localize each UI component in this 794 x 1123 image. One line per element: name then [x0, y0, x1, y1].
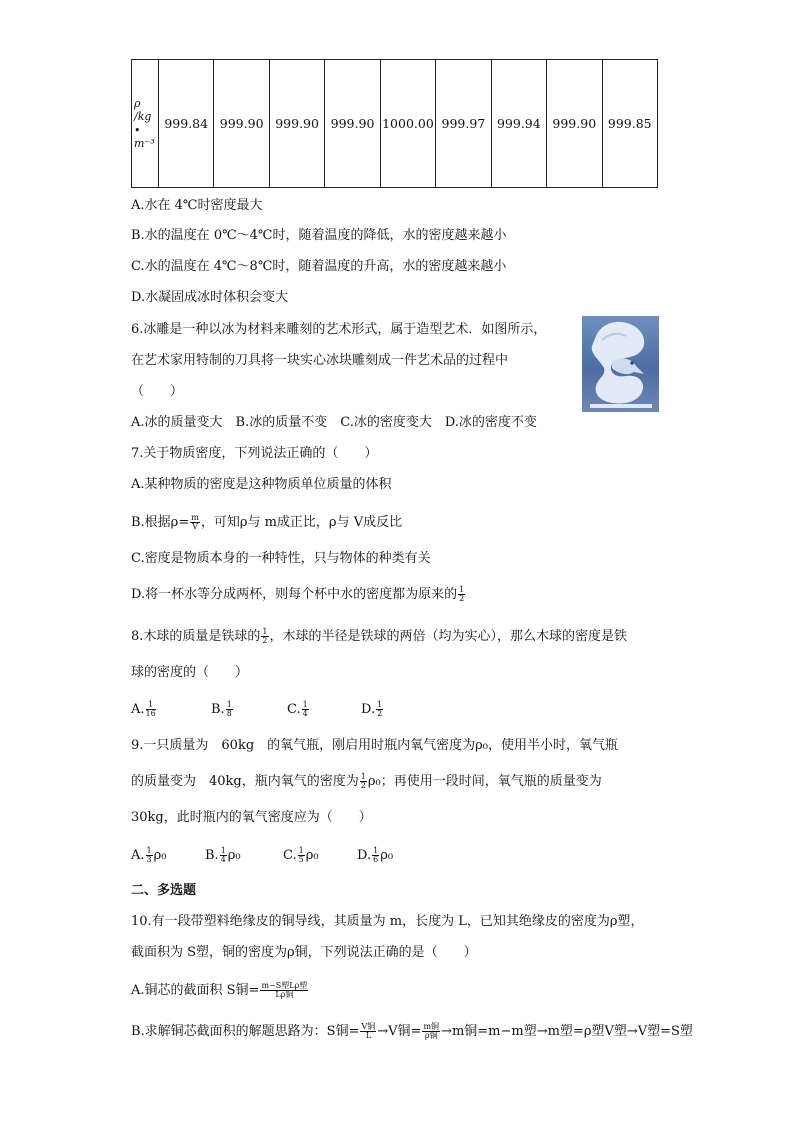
q5-option-b: B.水的温度在 0℃～4℃时，随着温度的降低，水的密度越来越小 — [131, 228, 507, 243]
q8-suffix: ，木球的半径是铁球的两倍（均为实心），那么木球的密度是铁 — [269, 629, 628, 644]
q8-stem-line2: 球的密度的（ ） — [131, 665, 249, 680]
option-fraction — [372, 847, 379, 864]
q10-option-b — [131, 1022, 693, 1042]
option-unit: ρ₀ — [153, 848, 167, 863]
q8-prefix: 8.木球的质量是铁球的 — [131, 629, 261, 644]
fraction-numerator: 1 — [373, 846, 379, 855]
q7-b-prefix: B.根据ρ= — [131, 515, 190, 530]
q9-option-c — [283, 846, 357, 866]
q9-line2-prefix: 的质量变为 40kg，瓶内氧气的密度为 — [131, 774, 359, 789]
fraction-denominator: L — [365, 1031, 372, 1040]
fraction-denominator: 4 — [302, 709, 308, 718]
q9-line2-suffix: ρ₀；再使用一段时间，氧气瓶的质量变为 — [367, 774, 602, 789]
option-fraction — [302, 701, 309, 718]
table-row — [132, 60, 658, 188]
fraction-numerator: 1 — [146, 846, 152, 855]
q8-option-a — [131, 700, 211, 720]
fraction-numerator: 1 — [262, 627, 268, 636]
table-cell: 999.85 — [602, 60, 658, 188]
fraction-half — [261, 628, 268, 645]
fraction-numerator: 1 — [146, 701, 156, 710]
table-cell: 999.90 — [269, 60, 324, 188]
fraction-denominator: 2 — [377, 709, 383, 718]
q9-option-d — [357, 846, 393, 866]
fraction-numerator: 1 — [302, 700, 308, 709]
option-label: C. — [287, 702, 301, 717]
q9-option-a — [131, 846, 205, 866]
fraction-denominator: 2 — [360, 781, 366, 790]
q10-stem-line1: 10.有一段带塑料绝缘皮的铜导线，其质量为 m，长度为 L，已知其绝缘皮的密度为ρ塑， — [131, 914, 644, 929]
header-line: /kg — [134, 110, 152, 124]
fraction-denominator: 5 — [298, 855, 304, 864]
q7-option-c: C.密度是物质本身的一种特性，只与物体的种类有关 — [131, 551, 431, 566]
table-cell: 999.90 — [214, 60, 269, 188]
fraction-numerator: m — [191, 513, 199, 522]
table-cell: 1000.00 — [380, 60, 435, 188]
fraction-half — [360, 773, 367, 790]
fraction-cross-section — [260, 982, 308, 999]
fraction-numerator: 1 — [377, 700, 383, 709]
fraction-numerator: 1 — [226, 700, 232, 709]
ice-sculpture-illustration — [582, 316, 659, 412]
fraction-v-over-l — [360, 1023, 376, 1040]
fraction-numerator: 1 — [220, 846, 226, 855]
fraction-numerator: V铜 — [361, 1022, 376, 1031]
q6-options: A.冰的质量变大 B.冰的质量不变 C.冰的密度变大 D.冰的密度不变 — [131, 415, 537, 430]
option-fraction — [226, 701, 233, 718]
q8-option-d — [361, 700, 384, 720]
fraction-denominator: 3 — [146, 855, 152, 864]
fraction-denominator: Lρ铜 — [275, 990, 294, 999]
option-fraction — [220, 847, 227, 864]
density-table — [131, 59, 658, 188]
q10-b-tail: →m铜=m−m塑→m塑=ρ塑V塑→V塑=S塑 — [441, 1024, 693, 1039]
fraction-denominator: 2 — [262, 636, 268, 645]
q8-stem-line1 — [131, 627, 627, 647]
q7-option-b — [131, 513, 402, 533]
q6-stem-line1: 6.冰雕是一种以冰为材料来雕刻的艺术形式，属于造型艺术．如图所示， — [131, 322, 547, 337]
header-line: • — [134, 123, 141, 137]
q7-b-suffix: ，可知ρ与 m成正比，ρ与 V成反比 — [200, 515, 403, 530]
q7-option-a: A.某种物质的密度是这种物质单位质量的体积 — [131, 477, 392, 492]
option-fraction — [146, 847, 153, 864]
fraction-denominator: 16 — [145, 709, 156, 718]
header-line: m⁻³ — [134, 136, 155, 150]
option-label: B. — [205, 848, 219, 863]
q5-option-a: A.水在 4℃时密度最大 — [131, 198, 263, 213]
fraction-numerator: m铜 — [423, 1022, 440, 1031]
q7-option-d — [131, 585, 466, 605]
q8-option-c — [287, 700, 361, 720]
option-label: B. — [211, 702, 225, 717]
q5-option-d: D.水凝固成冰时体积会变大 — [131, 290, 289, 305]
q10-option-a — [131, 981, 309, 1001]
option-label: A. — [131, 848, 145, 863]
q10-b-text: B.求解铜芯截面积的解题思路为：S铜= — [131, 1024, 360, 1039]
option-fraction — [146, 701, 156, 718]
fraction-numerator: 1 — [459, 585, 465, 594]
option-label: C. — [283, 848, 297, 863]
fraction-denominator: V — [192, 522, 198, 531]
q9-stem-line2 — [131, 772, 602, 792]
q10-b-mid: →V铜= — [377, 1024, 422, 1039]
q9-stem-line1: 9.一只质量为 60kg 的氧气瓶，刚启用时瓶内氧气密度为ρ₀，使用半小时，氧气瓶 — [131, 738, 618, 753]
option-unit: ρ₀ — [380, 848, 394, 863]
fraction-numerator: 1 — [298, 846, 304, 855]
fraction-numerator: m−S塑Lρ塑 — [261, 981, 308, 990]
option-fraction — [376, 701, 383, 718]
q9-options — [131, 846, 393, 866]
q10-a-prefix: A.铜芯的截面积 S铜= — [131, 983, 260, 998]
option-label: A. — [131, 702, 145, 717]
table-header-cell — [132, 60, 159, 188]
q6-stem-line3: （ ） — [131, 384, 184, 399]
table-cell: 999.97 — [436, 60, 491, 188]
q9-stem-line3: 30kg，此时瓶内的氧气密度应为（ ） — [131, 810, 372, 825]
fraction-m-over-v — [190, 514, 200, 531]
fraction-half — [458, 586, 465, 603]
option-label: D. — [357, 848, 372, 863]
table-cell: 999.84 — [159, 60, 214, 188]
fraction-m-over-rho — [422, 1023, 440, 1040]
section-heading: 二、多选题 — [131, 883, 197, 898]
option-unit: ρ₀ — [305, 848, 319, 863]
table-cell: 999.90 — [325, 60, 380, 188]
option-unit: ρ₀ — [227, 848, 241, 863]
q8-option-b — [211, 700, 287, 720]
header-line: ρ — [134, 97, 141, 111]
fraction-denominator: 6 — [373, 855, 379, 864]
q8-options — [131, 700, 384, 720]
ice-sculpture-image — [582, 316, 659, 412]
option-label: D. — [361, 702, 376, 717]
fraction-denominator: 2 — [459, 594, 465, 603]
table-cell: 999.90 — [547, 60, 602, 188]
fraction-denominator: ρ铜 — [424, 1031, 438, 1040]
q6-stem-line2: 在艺术家用特制的刀具将一块实心冰块雕刻成一件艺术品的过程中 — [131, 353, 509, 368]
q5-option-c: C.水的温度在 4℃～8℃时，随着温度的升高，水的密度越来越小 — [131, 259, 507, 274]
fraction-denominator: 8 — [226, 709, 232, 718]
q9-option-b — [205, 846, 283, 866]
q7-d-prefix: D.将一杯水等分成两杯，则每个杯中水的密度都为原来的 — [131, 587, 458, 602]
table-cell: 999.94 — [491, 60, 546, 188]
q7-stem: 7.关于物质密度，下列说法正确的（ ） — [131, 446, 378, 461]
option-fraction — [298, 847, 305, 864]
fraction-numerator: 1 — [360, 772, 366, 781]
q10-stem-line2: 截面积为 S塑，铜的密度为ρ铜，下列说法正确的是（ ） — [131, 945, 477, 960]
fraction-denominator: 4 — [220, 855, 226, 864]
